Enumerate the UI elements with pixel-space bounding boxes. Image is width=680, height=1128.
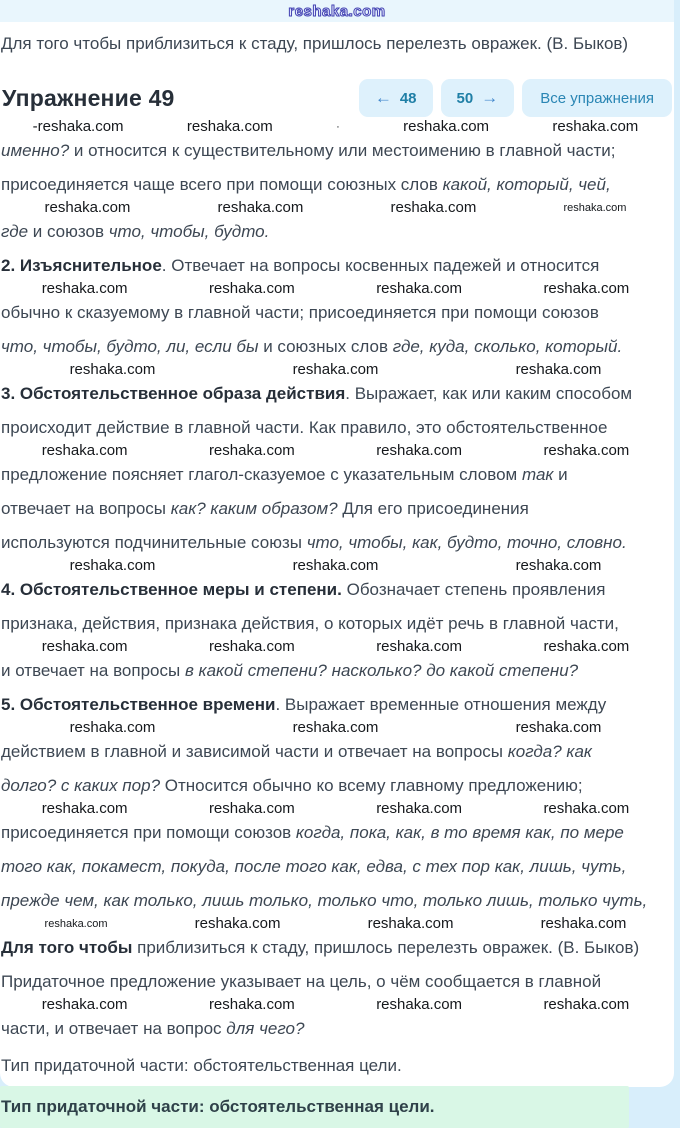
text-segment: присоединяется при помощи союзов bbox=[1, 823, 296, 842]
paragraph bbox=[1, 140, 670, 161]
watermark-text: reshaka.com bbox=[69, 719, 156, 736]
text-segment: долго? с каких пор? bbox=[1, 776, 161, 795]
text-segment: используются подчинительные союзы bbox=[1, 533, 307, 552]
paragraph bbox=[1, 741, 670, 762]
paragraph bbox=[1, 579, 670, 600]
watermark-text: reshaka.com bbox=[69, 557, 156, 574]
watermark-row bbox=[1, 443, 670, 459]
watermark-text: reshaka.com bbox=[41, 280, 128, 297]
text-segment: прежде чем, как только, лишь только, только что, только лишь, только чуть, bbox=[1, 891, 648, 910]
watermark-text: reshaka.com bbox=[543, 800, 630, 817]
exercise-nav bbox=[359, 79, 672, 117]
text-segment: части, и отвечает на вопрос bbox=[1, 1019, 227, 1038]
text-segment: Относится обычно ко всему главному предложению; bbox=[160, 776, 583, 795]
next-exercise-button[interactable] bbox=[441, 79, 515, 117]
all-exercises-button[interactable]: Все упражнения bbox=[522, 79, 672, 117]
text-segment: обычно к сказуемому в главной части; присоединяется при помощи союзов bbox=[1, 303, 599, 322]
prev-exercise-button[interactable] bbox=[359, 79, 433, 117]
paragraph bbox=[1, 174, 670, 195]
paragraph bbox=[1, 464, 670, 485]
paragraph bbox=[1, 937, 670, 958]
paragraph bbox=[1, 694, 670, 715]
watermark-text: reshaka.com bbox=[563, 202, 627, 214]
text-segment: для чего? bbox=[226, 1019, 305, 1038]
watermark-text: reshaka.com bbox=[41, 996, 128, 1013]
text-segment: 3. bbox=[1, 384, 20, 403]
watermark-text: reshaka.com bbox=[543, 442, 630, 459]
watermark-text: reshaka.com bbox=[540, 915, 627, 932]
text-segment: присоединяется чаще всего при помощи союзных слов bbox=[1, 175, 443, 194]
watermark-text: reshaka.com bbox=[292, 361, 379, 378]
watermark-text: reshaka.com bbox=[69, 361, 156, 378]
watermark-text: reshaka.com bbox=[376, 638, 463, 655]
text-segment: Обстоятельственное времени bbox=[19, 695, 276, 714]
watermark-row bbox=[1, 916, 670, 932]
text-segment: и союзов bbox=[28, 222, 109, 241]
paragraph bbox=[1, 971, 670, 992]
text-segment: когда? как bbox=[507, 742, 592, 761]
watermark-text: reshaka.com bbox=[217, 199, 304, 216]
text-segment: 2. bbox=[1, 256, 20, 275]
watermark-text: reshaka.com bbox=[367, 915, 454, 932]
text-segment: отвечает на вопросы bbox=[1, 499, 171, 518]
watermark-text: reshaka.com bbox=[552, 118, 639, 135]
watermark-text: reshaka.com bbox=[515, 719, 602, 736]
watermark-text: reshaka.com bbox=[515, 361, 602, 378]
text-segment: что, чтобы, будто. bbox=[108, 222, 270, 241]
watermark-text: -reshaka.com bbox=[32, 118, 124, 135]
text-segment: приблизиться к стаду, пришлось перелезть овражек. (В. Быков) bbox=[132, 938, 640, 957]
text-segment: того как, покамест, покуда, после того как, едва, с тех пор как, лишь, чуть, bbox=[1, 857, 627, 876]
text-segment: и bbox=[553, 465, 568, 484]
text-segment: Для того чтобы bbox=[1, 938, 133, 957]
paragraph bbox=[1, 221, 670, 242]
answer-highlight-block bbox=[0, 1086, 629, 1128]
text-segment: так bbox=[521, 465, 554, 484]
watermark-text: reshaka.com bbox=[41, 638, 128, 655]
paragraph bbox=[1, 856, 670, 877]
watermark-text: reshaka.com bbox=[208, 442, 295, 459]
watermark-text: reshaka.com bbox=[376, 996, 463, 1013]
paragraph bbox=[1, 890, 670, 911]
text-segment: . Отвечает на вопросы косвенных падежей и относится bbox=[161, 256, 600, 275]
watermark-text: reshaka.com bbox=[208, 996, 295, 1013]
watermark-row bbox=[1, 720, 670, 736]
text-segment: Изъяснительное bbox=[19, 256, 162, 275]
watermark-text: reshaka.com bbox=[403, 118, 490, 135]
text-segment: когда, пока, как, в то время как, по мере bbox=[295, 823, 624, 842]
paragraph bbox=[1, 417, 670, 438]
text-segment: что, чтобы, как, будто, точно, словно. bbox=[306, 533, 627, 552]
text-segment: 4. bbox=[1, 580, 20, 599]
watermark-text: reshaka.com bbox=[292, 557, 379, 574]
paragraph bbox=[1, 383, 670, 404]
text-segment: и относится к существительному или местоимению в главной части; bbox=[69, 141, 616, 160]
content bbox=[0, 119, 674, 1039]
paragraph bbox=[1, 660, 670, 681]
watermark-row bbox=[1, 801, 670, 817]
watermark-text: reshaka.com bbox=[41, 442, 128, 459]
next-exercise-number: 50 bbox=[456, 89, 474, 107]
watermark-row bbox=[1, 639, 670, 655]
paragraph bbox=[1, 775, 670, 796]
watermark-text: reshaka.com bbox=[292, 719, 379, 736]
site-watermark-logo: reshaka.com bbox=[288, 2, 386, 20]
text-segment: что, чтобы, будто, ли, если бы bbox=[1, 337, 259, 356]
text-segment: именно? bbox=[1, 141, 70, 160]
text-segment: предложение поясняет глагол-сказуемое с указательным словом bbox=[1, 465, 522, 484]
watermark-text: reshaka.com bbox=[44, 199, 131, 216]
text-segment: где bbox=[1, 222, 29, 241]
prev-exercise-number: 48 bbox=[399, 89, 417, 107]
text-segment: где, куда, сколько, который. bbox=[392, 337, 623, 356]
answer-line: Тип придаточной части: обстоятельственная цели. bbox=[1, 1056, 402, 1075]
top-band bbox=[0, 0, 674, 22]
watermark-row bbox=[1, 997, 670, 1013]
paragraph bbox=[1, 822, 670, 843]
text-segment: . Выражает, как или каким способом bbox=[345, 384, 633, 403]
text-segment: действием в главной и зависимой части и отвечает на вопросы bbox=[1, 742, 508, 761]
watermark-text: reshaka.com bbox=[390, 199, 477, 216]
paragraph bbox=[1, 498, 670, 519]
exercise-header bbox=[0, 79, 674, 117]
watermark-text: reshaka.com bbox=[186, 118, 273, 135]
page-title: Упражнение 49 bbox=[2, 84, 175, 111]
watermark-text: reshaka.com bbox=[208, 800, 295, 817]
paragraph bbox=[1, 532, 670, 553]
arrow-left-icon: ← bbox=[374, 88, 392, 107]
watermark-text: reshaka.com bbox=[376, 280, 463, 297]
text-segment: как? каким образом? bbox=[170, 499, 338, 518]
text-segment: . Выражает временные отношения между bbox=[275, 695, 607, 714]
text-segment: 5. bbox=[1, 695, 20, 714]
watermark-row bbox=[1, 119, 670, 135]
watermark-text: reshaka.com bbox=[543, 638, 630, 655]
text-segment: в какой степени? насколько? до какой степени? bbox=[184, 661, 579, 680]
watermark-text: reshaka.com bbox=[543, 996, 630, 1013]
watermark-text: reshaka.com bbox=[515, 557, 602, 574]
text-segment: признака, действия, признака действия, о которых идёт речь в главной части, bbox=[1, 614, 619, 633]
paragraph bbox=[1, 1018, 670, 1039]
intro-sentence: Для того чтобы приблизиться к стаду, пришлось перелезть овражек. (В. Быков) bbox=[1, 34, 629, 53]
text-segment: Обстоятельственное образа действия bbox=[19, 384, 346, 403]
text-segment: происходит действие в главной части. Как правило, это обстоятельственное bbox=[1, 418, 608, 437]
watermark-text: reshaka.com bbox=[376, 442, 463, 459]
paragraph bbox=[1, 336, 670, 357]
paragraph bbox=[1, 255, 670, 276]
text-segment: Придаточное предложение указывает на цель, о чём сообщается в главной bbox=[1, 972, 602, 991]
text-segment: Для его присоединения bbox=[337, 499, 529, 518]
arrow-right-icon: → bbox=[481, 88, 499, 107]
answer-highlight-text: Тип придаточной части: обстоятельственная цели. bbox=[1, 1097, 435, 1116]
text-segment: какой, который, чей, bbox=[442, 175, 611, 194]
watermark-text: reshaka.com bbox=[376, 800, 463, 817]
watermark-row bbox=[1, 558, 670, 574]
watermark-text: · bbox=[336, 121, 340, 133]
watermark-text: reshaka.com bbox=[208, 638, 295, 655]
watermark-text: reshaka.com bbox=[208, 280, 295, 297]
watermark-row bbox=[1, 362, 670, 378]
text-segment: Обозначает степень проявления bbox=[341, 580, 606, 599]
watermark-row bbox=[1, 281, 670, 297]
watermark-text: reshaka.com bbox=[41, 800, 128, 817]
watermark-text: reshaka.com bbox=[44, 918, 108, 930]
text-segment: и союзных слов bbox=[258, 337, 393, 356]
watermark-text: reshaka.com bbox=[543, 280, 630, 297]
text-segment: и отвечает на вопросы bbox=[1, 661, 185, 680]
text-segment: Обстоятельственное меры и степени. bbox=[19, 580, 342, 599]
paragraph bbox=[1, 302, 670, 323]
watermark-row bbox=[1, 200, 670, 216]
watermark-text: reshaka.com bbox=[194, 915, 281, 932]
paragraph bbox=[1, 613, 670, 634]
